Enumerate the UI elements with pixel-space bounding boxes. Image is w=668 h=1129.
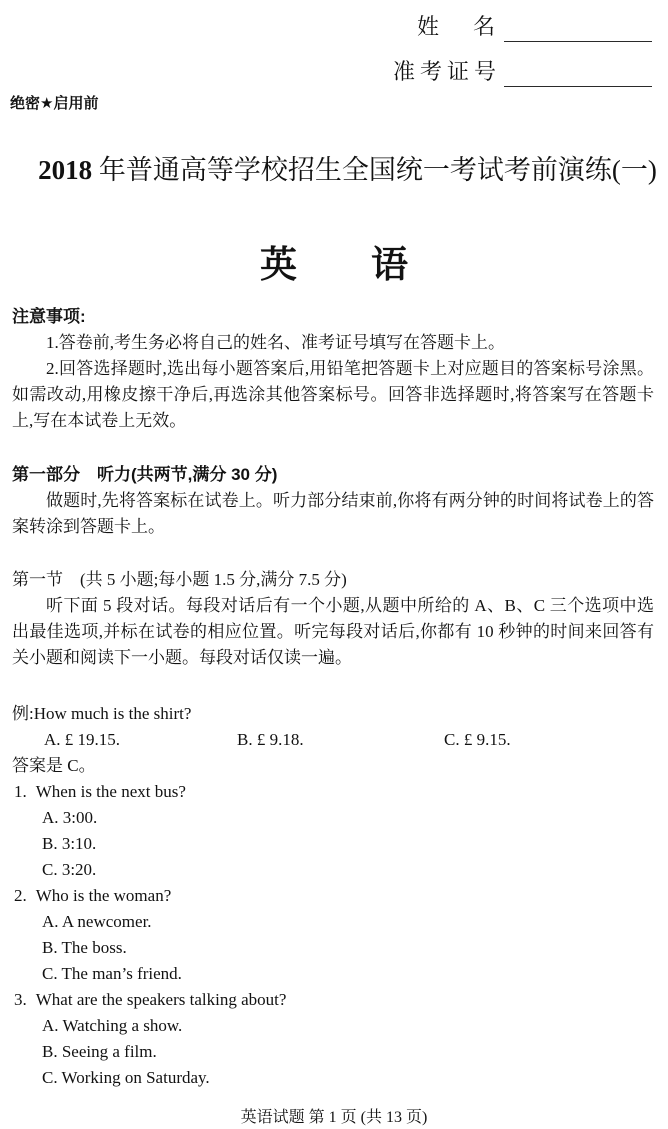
question-2-number: 2.: [14, 886, 27, 905]
part1-intro: 做题时,先将答案标在试卷上。听力部分结束前,你将有两分钟的时间将试卷上的答案转涂到答题卡上。: [12, 491, 654, 536]
question-3-option-b: B. Seeing a film.: [42, 1042, 157, 1061]
question-3-option-a: A. Watching a show.: [42, 1016, 183, 1035]
section1-heading: 第一节 (共 5 小题;每小题 1.5 分,满分 7.5 分): [12, 570, 347, 589]
question-3-option-c: C. Working on Saturday.: [42, 1068, 210, 1087]
exam-title-year: 2018: [38, 155, 93, 185]
page-footer: 英语试题 第 1 页 (共 13 页): [240, 1109, 428, 1126]
question-2-text-line: [14, 883, 654, 909]
example-option-b: B. £ 9.18.: [237, 730, 304, 749]
name-field-row: [417, 12, 652, 42]
question-1-text: When is the next bus?: [35, 782, 186, 801]
question-2-option-b: B. The boss.: [42, 938, 127, 957]
question-1-number: 1.: [14, 782, 27, 801]
question-2-option-a: A. A newcomer.: [42, 912, 152, 931]
question-3: [14, 987, 654, 1091]
notice-item-1: 1.答卷前,考生务必将自己的姓名、准考证号填写在答题卡上。: [46, 333, 505, 352]
example-answer: 答案是 C。: [12, 756, 96, 775]
secrecy-marking: 绝密★启用前: [10, 95, 99, 112]
exam-title-text: 年普通高等学校招生全国统一考试考前演练(一): [92, 155, 657, 185]
question-3-text-line: [14, 987, 654, 1013]
exam-title: [0, 116, 668, 224]
question-2-text: Who is the woman?: [35, 886, 172, 905]
name-fill-line[interactable]: [504, 12, 652, 42]
notice-heading: 注意事项:: [12, 307, 86, 326]
ticket-field-row: [393, 57, 652, 87]
example-prompt: 例:How much is the shirt?: [12, 704, 192, 723]
part1-heading: 第一部分 听力(共两节,满分 30 分): [12, 465, 278, 484]
notice-item-2: 2.回答选择题时,选出每小题答案后,用铅笔把答题卡上对应题目的答案标号涂黑。如需改动,用橡皮擦干净后,再选涂其他答案标号。回答非选择题时,将答案写在答题卡上,写在本试卷上无效。: [12, 359, 654, 430]
candidate-info-fields: [0, 0, 668, 87]
question-1-option-c: C. 3:20.: [42, 860, 97, 879]
subject-title: 英 语: [260, 244, 408, 285]
question-1: [14, 779, 654, 883]
question-1-option-b: B. 3:10.: [42, 834, 97, 853]
section1-intro: 听下面 5 段对话。每段对话后有一个小题,从题中所给的 A、B、C 三个选项中选出最佳选项,并标在试卷的相应位置。听完每段对话后,你都有 10 秒钟的时间来回答有关小题和阅读下一小题。每段对话仅读一遍。: [12, 596, 654, 667]
question-3-text: What are the speakers talking about?: [35, 990, 287, 1009]
question-1-option-a: A. 3:00.: [42, 808, 98, 827]
example-options-row: [12, 727, 654, 753]
question-2: [14, 883, 654, 987]
name-label: 姓 名: [416, 14, 501, 39]
ticket-number-fill-line[interactable]: [504, 57, 652, 87]
example-option-c: C. £ 9.15.: [444, 730, 511, 749]
ticket-number-label: 准考证号: [392, 59, 501, 84]
question-2-option-c: C. The man’s friend.: [42, 964, 182, 983]
question-3-number: 3.: [14, 990, 27, 1009]
question-1-text-line: [14, 779, 654, 805]
example-option-a: A. £ 19.15.: [44, 730, 121, 749]
